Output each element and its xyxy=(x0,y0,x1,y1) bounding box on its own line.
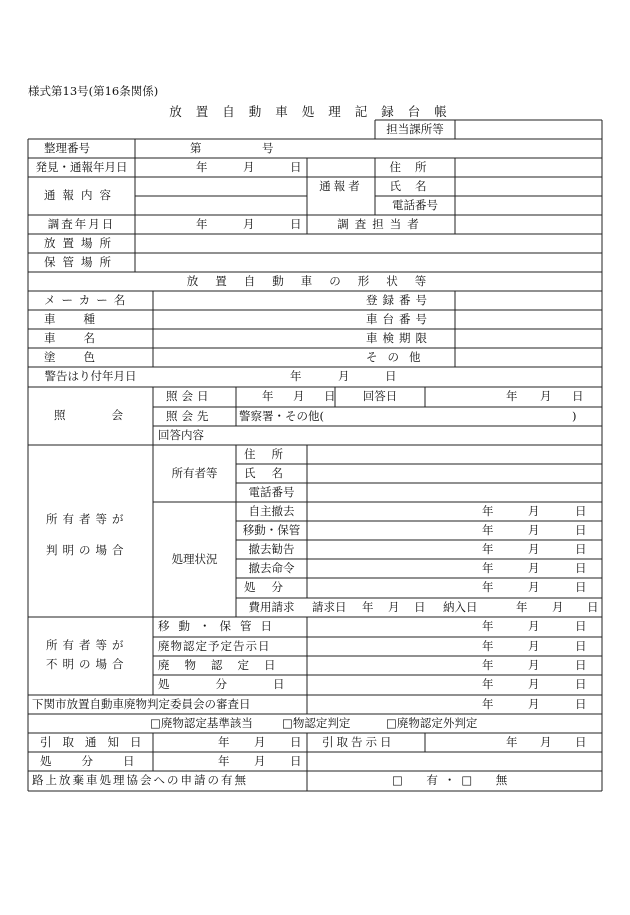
shoukai-tsuki: 月 xyxy=(293,389,305,403)
form-number: 様式第13号(第16条関係) xyxy=(28,84,159,98)
roujou-label: 路上放棄車処理協会への申請の有無 xyxy=(32,773,248,787)
jishu-tsuki: 月 xyxy=(528,504,540,518)
shamei-label: 車名 xyxy=(44,331,123,345)
fumei3-nen: 年 xyxy=(482,658,494,672)
chousa-nen: 年 xyxy=(196,217,208,231)
tosou-label: 塗色 xyxy=(44,350,123,364)
fumei1-hi: 日 xyxy=(575,619,587,633)
nyuukin-tsuki: 月 xyxy=(552,600,564,614)
shobun2-hi: 日 xyxy=(290,754,302,768)
shobun-hi: 日 xyxy=(575,580,587,594)
fumei-label-1: 所有者等が xyxy=(46,638,129,652)
close-paren: ) xyxy=(572,409,577,423)
tekkyo-meirei-label: 撤去命令 xyxy=(248,561,295,575)
fumei1-nen: 年 xyxy=(482,619,494,633)
chousa-tsuki: 月 xyxy=(243,217,255,231)
opt-nintei-gai[interactable]: □廃物認定外判定 xyxy=(386,716,478,730)
hikitori-tsuuchi-label: 引取通知日 xyxy=(40,735,153,749)
haibutsu-nintei-label: 廃物認定日 xyxy=(158,658,291,672)
keikoku-hi: 日 xyxy=(385,369,397,383)
fumei3-tsuki: 月 xyxy=(528,658,540,672)
nyuukin-bi-label: 納入日 xyxy=(443,600,478,614)
hanmei-label-1: 所有者等が xyxy=(46,512,129,526)
fumei2-tsuki: 月 xyxy=(528,639,540,653)
shoyuusha-shimei-label: 氏名 xyxy=(244,466,299,480)
hakken-hi: 日 xyxy=(290,160,302,174)
touroku-label: 登録番号 xyxy=(366,293,432,307)
shori-joukyou-label: 処理状況 xyxy=(171,552,218,566)
shinsa-nen: 年 xyxy=(482,697,494,711)
shobun-bi2-label: 処分日 xyxy=(40,754,165,768)
tsuuchi-hi: 日 xyxy=(290,735,302,749)
sonota-label: その他 xyxy=(366,350,431,364)
form-title: 放置自動車処理記録台帳 xyxy=(169,104,461,119)
fumei4-hi: 日 xyxy=(575,677,587,691)
kankoku-hi: 日 xyxy=(575,542,587,556)
chousa-tantou-label: 調査担当者 xyxy=(337,217,425,231)
hiyou-label: 費用請求 xyxy=(248,600,295,614)
shinsa-hi: 日 xyxy=(575,697,587,711)
jishu-label: 自主撤去 xyxy=(248,504,295,518)
shobun2-tsuki: 月 xyxy=(254,754,266,768)
sharyou-shu-label: 車種 xyxy=(44,312,123,326)
shoukai-bi-label: 照会日 xyxy=(166,389,213,403)
meirei-tsuki: 月 xyxy=(528,561,540,575)
keikoku-label: 警告はり付年月日 xyxy=(44,369,137,383)
haibutsu-yotei-label: 廃物認定予定告示日 xyxy=(158,639,271,653)
opt-nintei-hantei[interactable]: □物認定判定 xyxy=(282,716,351,730)
kaitou-naiyou-label: 回答内容 xyxy=(158,428,204,442)
umu-options[interactable]: □ 有・□ 無 xyxy=(392,773,514,787)
keijou-section-heading: 放置自動車の形状等 xyxy=(186,274,444,288)
tsuuhousha-shimei-label: 氏名 xyxy=(389,179,441,193)
idou-hokan-bi-label: 移動・保管日 xyxy=(158,619,281,633)
hakken-date-label: 発見・通報年月日 xyxy=(35,160,128,174)
jishu-hi: 日 xyxy=(575,504,587,518)
keisatsu-label: 警察署・その他( xyxy=(239,409,324,423)
shoyuusha-jusho-label: 住所 xyxy=(244,447,299,461)
hokan-basho-label: 保管場所 xyxy=(44,255,118,269)
opt-kijun-gaitou[interactable]: □廃物認定基準該当 xyxy=(150,716,253,730)
jishu-nen: 年 xyxy=(482,504,494,518)
hakken-tsuki: 月 xyxy=(243,160,255,174)
tekkyo-kankoku-label: 撤去勧告 xyxy=(248,542,295,556)
nyuukin-hi: 日 xyxy=(587,600,599,614)
kankoku-tsuki: 月 xyxy=(528,542,540,556)
kaitou-hi: 日 xyxy=(572,389,584,403)
shoukai-hi: 日 xyxy=(324,389,336,403)
shoukai-label: 照会 xyxy=(54,408,169,422)
shoyuusha-denwa-label: 電話番号 xyxy=(248,485,295,499)
fumei1-tsuki: 月 xyxy=(528,619,540,633)
keikoku-nen: 年 xyxy=(290,369,302,383)
idou-hi: 日 xyxy=(575,523,587,537)
seikyuu-hi: 日 xyxy=(414,600,426,614)
kankoku-nen: 年 xyxy=(482,542,494,556)
seikyuu-bi-label: 請求日 xyxy=(312,600,347,614)
tsuuchi-nen: 年 xyxy=(218,735,230,749)
idou-hokan-label: 移動・保管 xyxy=(242,523,301,537)
kokuji-nen: 年 xyxy=(506,735,518,749)
hanmei-label-2: 判明の場合 xyxy=(46,543,129,557)
hikitori-kokuji-label: 引取告示日 xyxy=(322,735,395,749)
chousa-date-label: 調査年月日 xyxy=(47,217,116,231)
kaitou-nen: 年 xyxy=(506,389,518,403)
fumei2-nen: 年 xyxy=(482,639,494,653)
fumei4-tsuki: 月 xyxy=(528,677,540,691)
kaitou-tsuki: 月 xyxy=(540,389,552,403)
shobun-bi-label: 処分日 xyxy=(158,677,331,691)
kokuji-tsuki: 月 xyxy=(540,735,552,749)
tsuuhousha-label: 通報者 xyxy=(319,179,363,193)
shobun-nen: 年 xyxy=(482,580,494,594)
gou-label: 号 xyxy=(262,141,274,155)
fumei-label-2: 不明の場合 xyxy=(46,657,129,671)
shobun-tsuki: 月 xyxy=(528,580,540,594)
houchi-basho-label: 放置場所 xyxy=(44,236,118,250)
seikyuu-tsuki: 月 xyxy=(388,600,400,614)
tsuuhousha-denwa-label: 電話番号 xyxy=(392,198,438,212)
keikoku-tsuki: 月 xyxy=(338,369,350,383)
nyuukin-nen: 年 xyxy=(516,600,528,614)
shobun2-nen: 年 xyxy=(218,754,230,768)
shobun-label: 処分 xyxy=(244,580,299,594)
maker-label: メーカー名 xyxy=(44,293,132,307)
hakken-nen: 年 xyxy=(196,160,208,174)
idou-tsuki: 月 xyxy=(528,523,540,537)
tsuuhousha-jusho-label: 住所 xyxy=(389,160,441,174)
meirei-nen: 年 xyxy=(482,561,494,575)
fumei3-hi: 日 xyxy=(575,658,587,672)
tsuuchi-tsuki: 月 xyxy=(254,735,266,749)
dai-label: 第 xyxy=(190,141,202,155)
shoukai-saki-label: 照会先 xyxy=(166,409,213,423)
seikyuu-nen: 年 xyxy=(362,600,374,614)
shaken-label: 車検期限 xyxy=(366,331,432,345)
shoyuusha-label: 所有者等 xyxy=(171,466,218,480)
seiri-bangou-label: 整理番号 xyxy=(44,141,90,155)
meirei-hi: 日 xyxy=(575,561,587,575)
idou-nen: 年 xyxy=(482,523,494,537)
kaitou-bi-label: 回答日 xyxy=(362,389,398,403)
shadai-label: 車台番号 xyxy=(366,312,432,326)
shinsa-label: 下関市放置自動車廃物判定委員会の審査日 xyxy=(32,697,251,711)
chousa-hi: 日 xyxy=(290,217,302,231)
fumei4-nen: 年 xyxy=(482,677,494,691)
fumei2-hi: 日 xyxy=(575,639,587,653)
shoukai-nen: 年 xyxy=(262,389,274,403)
shinsa-tsuki: 月 xyxy=(528,697,540,711)
tantou-ka-label: 担当課所等 xyxy=(386,122,444,136)
tsuuhou-naiyou-label: 通報内容 xyxy=(44,188,118,202)
kokuji-hi: 日 xyxy=(575,735,587,749)
